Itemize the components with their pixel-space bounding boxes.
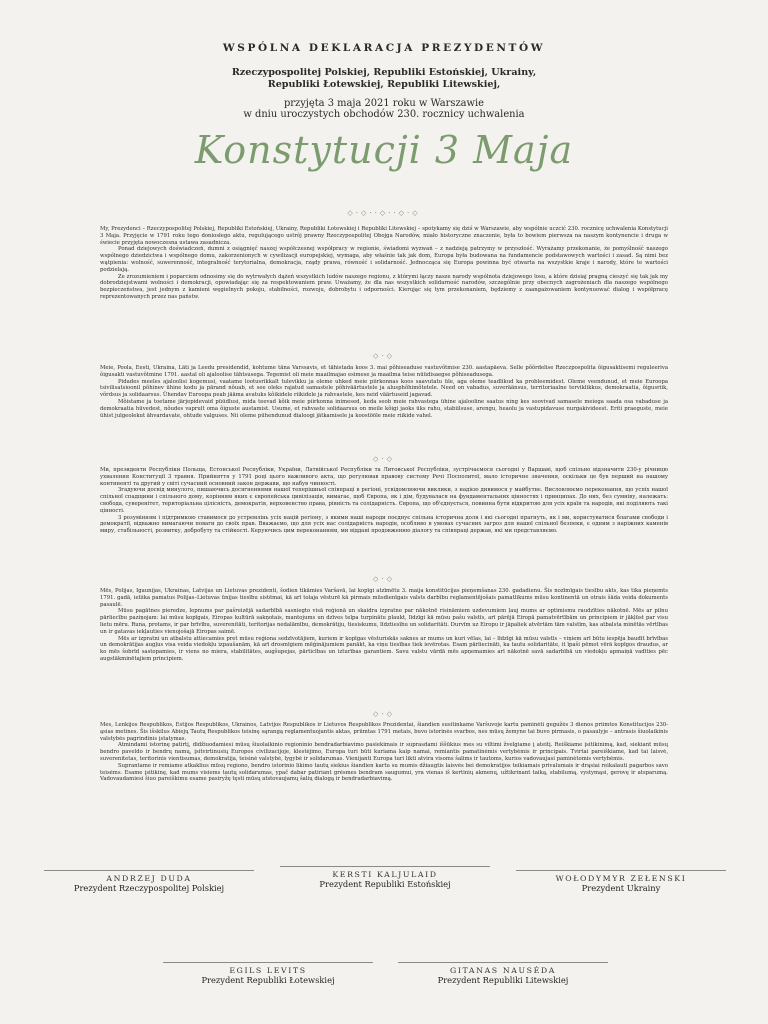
signatory-title: Prezydent Republiki Estońskiej [319, 879, 451, 889]
signature-block-nauseda [398, 962, 608, 985]
paragraph: Згадуючи досвід минулого, пишаючись досягненнями нашої теперішньої співпраці в регіоні, усвідомлюючи виклики, з надією дивимося у майбутнє. Висловлюємо переконання, що успіх нашої спільної спадщини і спільного дому, корінням яких є європейська цивілізація, вимагає, щоб Європа, як і дім, будувалася на фундаментальних цінностях і принципах. До них, без сумніву, належать: свобода, суверенітет, територіальна цілісність, демократія, верховенство права, рівність та солідарність. Європа, що об'єднується, повинна бути відкритою для усіх країн та народів, які поділяють такі цінності. [100, 487, 668, 514]
signature-line [398, 962, 608, 963]
paragraph: Ми, президенти Республіки Польща, Естонської Республіки, України, Латвійської Республіки та Литовської Республіки, зустрічаємося сьогодні у Варшаві, щоб спільно відзначити 230-у річницю ухвалення Конституції 3 травня. Прийняття у 1791 році цього важливого акта, що регулював правову систему Речі Посполитої, мало історичне значення, оскільки це був перший на нашому континенті та другий у світі сучасний основний закон держави, що набув чинності. [100, 467, 668, 487]
signatory-title: Prezydent Republiki Łotewskiej [201, 975, 335, 985]
subtitle-line-1: Rzeczypospolitej Polskiej, Republiki Estońskiej, Ukrainy, [231, 67, 537, 78]
signatory-name: WOŁODYMYR ZEŁENSKI [555, 874, 687, 883]
signature-line [516, 870, 726, 871]
ornament-small: ◇·◇ [373, 575, 395, 583]
section-latvian [100, 588, 668, 663]
signature-line [163, 962, 373, 963]
paragraph: Mūsu pagātnes pieredze, lepnums par pašreizējā sadarbībā sasniegto visā reģionā un skaidra izpratne par nākotnē risināmiem uzdevumiem ļauj mums ar optimismu raudzīties nākotnē. Mēs ar pilnu pārliecību paziņojam: lai mūsu kopīgais, Eiropas kultūrā sakņotais, mantojums un dzīves telpa turpinātu plaukt, līdzīgi kā mūsu pašu valstīs, arī pārējā Eiropā pamatvērtībām un principiem ir jākļūst par visu lietu mēru. Runa, protams, ir par brīvību, suverenitāti, teritorijas nedalāmību, demokrātiju, tiesiskumu, līdztiesību un solidaritāti. Durvīm uz Eiropu ir jāpaliek atvērtām tām valstīm, kas atbalsta minētās vērtības un ir gatavas iekļauties vienojošajā Eiropas saimē. [100, 608, 668, 635]
paragraph: My, Prezydenci – Rzeczypospolitej Polskiej, Republiki Estońskiej, Ukrainy, Republiki Łotewskiej i Republiki Litewskiej – spotykamy się dziś w Warszawie, aby wspólnie uczcić 230. rocznicę uchwalenia Konstytucji 3 Maja. Przyjęcie w 1791 roku tego doniosłego aktu, regulującego ustrój prawny Rzeczypospolitej Obojga Narodów, miało historyczne znaczenie, była to bowiem pierwsza na naszym kontynencie i druga w świecie przyjęta nowoczesna ustawa zasadnicza. [100, 226, 668, 246]
signature-block-kaljulaid [280, 866, 490, 889]
paragraph: Ponad dziejowych doświadczeń, dumni z osiągnięć naszej współczesnej współpracy w regionie, świadomi wyzwań – z nadzieją patrzymy w przyszłość. Wyrażamy przekonanie, że pomyślność naszego wspólnego dziedzictwa i wspólnego domu, zakorzenionych w cywilizacji europejskiej, wymaga, aby właśnie tak jak dom, Europa była budowana na fundamencie podstawowych wartości i zasad. Są nimi bez wątpienia: wolność, suwerenność, integralność terytorialna, demokracja, rządy prawa, równość i solidarność. Jednocząca się Europa powinna być otwarta na wszystkie kraje i narody, które te wartości podzielają. [100, 246, 668, 273]
paragraph: Mõistame ja toetame järjepidevaid püüdlusi, mida teevad kõik meie piirkonna inimesed, keda seob meie rahvastega ühine ajalooline saatus ning kes soovivad samasele meiega saada osa vabaduse ja demokraatia hüvedest, nõudes vaprult oma õiguste austamist. Usume, et rahvaste solidaarsus on meile kõigi jaoks üks rahu, stabiilsuse, arengu, heaolu ja vastupidavuse nurgakivideest. Eriti praeguste, meie ühist julgeolekut ähvardavate, ohtude valguses. Nii oleme pühendunud dialoogi jätkamisele ja koostööle meie riikide vahel. [100, 398, 668, 419]
adoption-line-2: w dniu uroczystych obchodów 230. rocznicy uchwalenia [243, 109, 525, 120]
signature-block-zelenski [516, 870, 726, 893]
paragraph: Atmindami istorinę patirtį, didžiuodamiesi mūsų šiuolaikinio regioninio bendradarbiavimo pasiekimais ir suprasdami iššūkius mes su viltimi žvelgiame į ateitį. Reiškiame įsitikinimą, kad, siekiant mūsų bendro paveldo ir bendrų namų, įsitvirtinusių Europos civilizacijoje, klestėjimo, Europa turi būti kuriama kaip namai, remiantis pamatinėmis vertybėmis ir principais. Tvirtai pareiškiame, kad tai laisvė, suverenitetas, teritorinis vientisumas, demokratija, teisinė valstybė, lygybė ir solidarumas. Vienijanti Europa turi likti atvira visoms šalims ir tautoms, kurios vadovaujasi paminėtomis vertybėmis. [100, 742, 668, 762]
ornament-divider: ◇·◇··◇··◇·◇ [347, 209, 421, 217]
signatory-name: EGILS LEVITS [229, 966, 307, 975]
section-estonian [100, 365, 668, 419]
paragraph: Suprantame ir remiame atkaklius mūsų regiono, bendro istorinio likimo tautų siekius šiandien kartu su mumis džiaugtis laisvės bei demokratijos teikiamais privalumais ir drąsiai reikalauti pagarbos savo teisėms. Esame įsitikinę, kad mums visiems tautų solidarumas, ypač dabar patiriant grėsmes bendram saugumui, yra vienas iš kertinių akmenų, užtikrinant taiką, stabilumą, vystymąsi, gerovę ir atsparumą. Vadovaudamiesi šiuo pareiškimu esame pasiryžę tęsti mūsų atstovaujamų šalių dialogą ir bendradarbiavimą. [100, 762, 668, 783]
ornament-small: ◇·◇ [373, 455, 395, 463]
paragraph: Ze zrozumieniem i poparciem odnosimy się do wytrwałych dążeń wszystkich ludów naszego regionu, z którymi łączy nasze narody wspólnota dziejowego losu, a które dzisiaj pragną cieszyć się tak jak my dobrodziejstwami wolności i demokracji, opowiadając się za respektowaniem praw. Uważamy, że dla nas wszystkich solidarność narodów, szczególnie przy obecnych zagrożeniach dla naszego wspólnego bezpieczeństwa, jest jednym z kamieni węgielnych pokoju, stabilności, rozwoju, dobrobytu i odporności. Kierując się tym przekonaniem, będziemy z zaangażowaniem kontynuować dialog i współpracę reprezentowanych przez nas państw. [100, 273, 668, 300]
signatory-title: Prezydent Rzeczypospolitej Polskiej [73, 883, 225, 893]
signatory-name: ANDRZEJ DUDA [106, 874, 192, 883]
signatory-name: GITANAS NAUSĖDA [450, 966, 556, 975]
section-ukrainian [100, 467, 668, 535]
paragraph: Pidades meeles ajaloolisi kogemusi, vaatame lootusrikkalt tulevikku ja oleme uhked meie piirkonnas koos saavutatu üle, aga oleme teadlikud ka probleemidest. Oleme veendunud, et meie Euroopa tsivilisatsioonil põhinev ühine kodu ja pärand nõuab, et see oleks rajatud samastele põhiväärtustele ja alusphõhimõtetele. Need on vabadus, suveräänsus, territoriaalne terviklikkus, demokraatia, õigusriik, võrdsus ja solidaarsus. Ühendav Euroopa peab jääma avatuks kõikidele riikidele ja rahvastele, kes neid väärtuseid jagavad. [100, 378, 668, 399]
countries-subtitle [0, 67, 768, 91]
paragraph: Mēs ar izpratni un atbalstu attiecamies pret mūsu reģiona sedzīvotājiem, kuriem ir kopīgas vēsturiskās saknes ar mums un kuri vēlas, lai – līdzīgi kā mūsu valstīs – viņiem arī būtu iespēja baudīt brīvības un demokrātijas augļus visa veida viedokļu izpaušanām, kā arī drosmīgiem mēģinājumiem panākt, ka viņu tiesības tiek ievērotas. Esam pārliecināti, ka tautu solidaritāte, it īpaši pēmot vērā kopīgos draudus, ar ko mēs šobrīd sastopamies, ir viens no miera, stabilitātes, augšupejas, pārticības un izturības garantiem. Savu valstu vārdā mēs apņemamies arī nākotnē savā sadarbībā un viedokļu apmaiņā vadīties pēc augstākminētajiem principiem. [100, 635, 668, 662]
signature-line [280, 866, 490, 867]
paragraph: Mes, Lenkijos Respublikos, Estijos Respublikos, Ukrainos, Latvijos Respublikos ir Lietuvos Respublikos Prezidentai, šiandien susitinkame Varšuvoje kartu paminėti gegužės 3 dienos priimtos Konstitucijos 230-ąsias metines. Šis išskilus Abiejų Tautų Respublikos teisinę sąrangą reglamentuojantis aktas, priimtas 1791 metais, buvo istorinės svarbos, nes mūsų žemyne tai buvo pirmasis, o pasaulyje – antrasis šiuolaikinis valstybės pagrindinis įstatymas. [100, 722, 668, 742]
section-polish [100, 226, 668, 301]
signatory-title: Prezydent Ukrainy [581, 883, 661, 893]
declaration-heading: WSPÓLNA DEKLARACJA PREZYDENTÓW [222, 42, 546, 54]
ornament-small: ◇·◇ [373, 352, 395, 360]
adoption-line-1: przyjęta 3 maja 2021 roku w Warszawie [283, 98, 484, 109]
signatory-title: Prezydent Republiki Litewskiej [437, 975, 569, 985]
signature-block-levits [163, 962, 373, 985]
adoption-note [0, 98, 768, 120]
paragraph: Mēs, Polijas, Igaunijas, Ukrainas, Latvijas un Lietuvas prezidenti, šodien tikāmies Varšavā, lai kopīgi atzīmētu 3. maija konstitūcijas pieņemšanas 230. gadadienu. Šis nozīmīgais tiesību akts, kas tika pieņemts 1791. gadā, ieliika pamatus Polijas–Lietuvas ūnijas tiesību sistēmai, kā arī tolaja vēsturē kā pirmais mūsdienīgais valsts darbību reglamentējošais pamatlikums mūsu kontinentā un otrais šāda veida dokuments pasaulē. [100, 588, 668, 608]
paragraph: Meie, Poola, Eesti, Ukraina, Läti ja Leedu presidendid, kohtume täna Varssavis, et tähistada koos 3. mai põhiseaduse vastuvõtmise 230. aastapäeva. Selle põõrdelise Rzeczpospolita õigusaktisemi reguleeriva õigusakti vastuvõtmine 1791. aastal oli ajaloolise tähtsusega. Tegemist oli meie maailmajao esimese ja maailma teise nüüdisaegse põhiseadusega. [100, 365, 668, 378]
signature-block-duda [44, 870, 254, 893]
signatory-name: KERSTI KALJULAID [332, 870, 438, 879]
subtitle-line-2: Republiki Łotewskiej, Republiki Litewskiej, [267, 79, 501, 90]
paragraph: З розумінням і підтримкою ставимося до устремлінь усіх націй регіону, з якими наші народи поєднує спільна історична доля і які сьогодні прагнуть, як і ми, користуватися благами свободи і демократії, відважно вимагаючи поваги до своїх прав. Вважаємо, що для усіх нас солідарність народів, особливо в умовах сучасних загроз для нашої спільної безпеки, є одним з наріжних каменів миру, стабільності, розвитку, добробуту та стійкості. Керуючись цим переконанням, ми віддані продовженню діалогу та співпраці держав, які ми представляємо. [100, 514, 668, 535]
signature-line [44, 870, 254, 871]
ornament-small: ◇·◇ [373, 710, 395, 718]
script-title: Konstytucji 3 Maja [194, 128, 574, 172]
section-lithuanian [100, 722, 668, 783]
